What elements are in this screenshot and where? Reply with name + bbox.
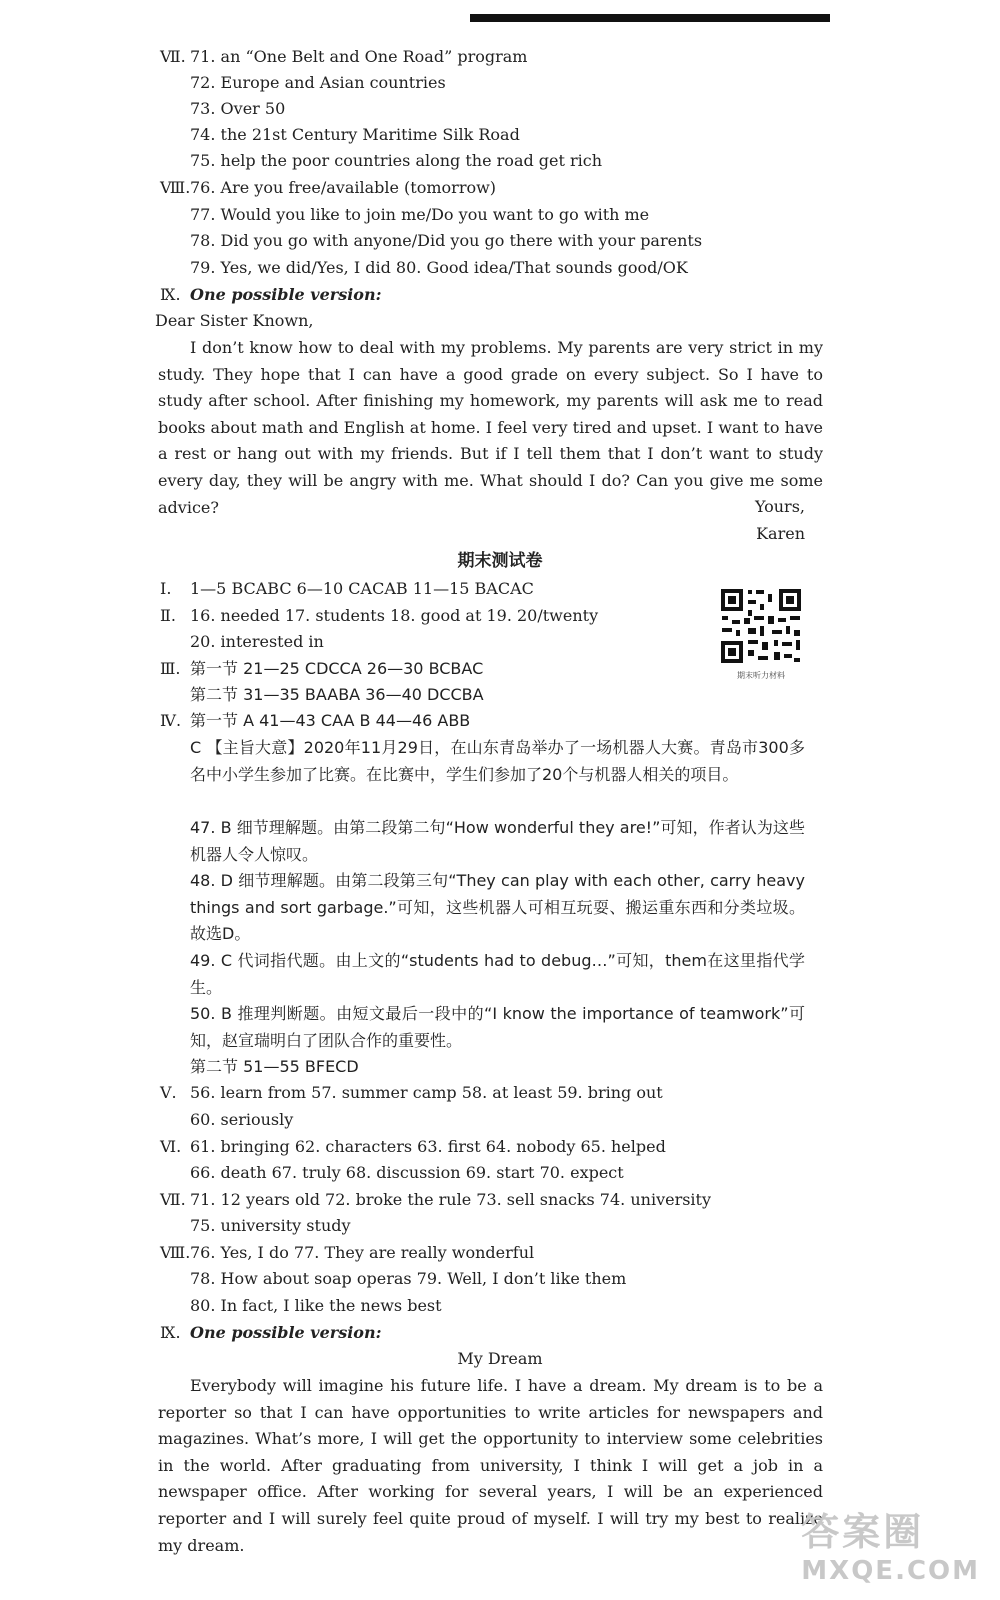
- exam-answers-51-55: 第二节 51—55 BFECD: [190, 1057, 359, 1076]
- answer-72: 72. Europe and Asian countries: [190, 73, 446, 92]
- exam-answers-78-79: 78. How about soap operas 79. Well, I don’t like them: [190, 1269, 627, 1288]
- watermark-bottom: MXQE.COM: [801, 1556, 980, 1586]
- answer-78: 78. Did you go with anyone/Did you go there with your parents: [190, 231, 703, 250]
- exam-answer-80: 80. In fact, I like the news best: [190, 1296, 442, 1315]
- watermark-top: 答案圈: [801, 1510, 925, 1554]
- exam-answers-66-70: 66. death 67. truly 68. discussion 69. start 70. expect: [190, 1163, 624, 1182]
- exam-answers-76-77: 76. Yes, I do 77. They are really wonderful: [190, 1243, 535, 1262]
- top-decorative-bar: [470, 14, 830, 22]
- exam-answers-16-19: 16. needed 17. students 18. good at 19. 20/twenty: [190, 606, 599, 625]
- watermark-logo: [801, 1501, 980, 1586]
- explanation-49: 49. C 代词指代题。由上文的“students had to debug…”可知，them在这里指代学生。: [190, 951, 805, 997]
- exam-title: 期末测试卷: [457, 551, 543, 571]
- letter-text: I don’t know how to deal with my problems. My parents are very strict in my study. They hope that I can have a good grade on every subject. So I have to study after school. After finishing my homework, my parents will ask me to read books about math and English at home. I feel very tired and upset. I want to have a rest or hang out with my friends. But if I tell them that I don’t want to study every day, they will be angry with me. What should I do? Can you give me some advice?: [158, 338, 823, 517]
- answer-74: 74. the 21st Century Maritime Silk Road: [190, 125, 520, 144]
- exam-roman-5: Ⅴ.: [160, 1083, 177, 1102]
- passage-c-summary: C 【主旨大意】2020年11月29日，在山东青岛举办了一场机器人大赛。青岛市300多名中小学生参加了比赛。在比赛中，学生们参加了20个与机器人相关的项目。: [190, 738, 805, 784]
- exam-answers-1-15: 1—5 BCABC 6—10 CACAB 11—15 BACAC: [190, 579, 534, 598]
- essay-title: My Dream: [457, 1349, 543, 1368]
- qr-code[interactable]: [718, 586, 804, 678]
- section-roman-7: Ⅶ.: [160, 47, 186, 66]
- exam-answers-41-46: 第一节 A 41—43 CAA B 44—46 ABB: [190, 711, 471, 730]
- possible-version-label: One possible version:: [190, 285, 382, 304]
- explanation-47: 47. B 细节理解题。由第二段第二句“How wonderful they are!”可知，作者认为这些机器人令人惊叹。: [190, 818, 805, 864]
- essay-body: [158, 1373, 823, 1559]
- exam-roman-3: Ⅲ.: [160, 659, 181, 678]
- letter-signature: Karen: [756, 524, 805, 543]
- exam-possible-version-label: One possible version:: [190, 1323, 382, 1342]
- explanation-50: 50. B 推理判断题。由短文最后一段中的“I know the importance of teamwork”可知，赵宣瑞明白了团队合作的重要性。: [190, 1004, 805, 1050]
- exam-roman-2: Ⅱ.: [160, 606, 176, 625]
- answer-79-80: 79. Yes, we did/Yes, I did 80. Good idea/That sounds good/OK: [190, 258, 688, 277]
- exam-roman-8: Ⅷ.: [160, 1243, 191, 1262]
- exam-roman-9: Ⅸ.: [160, 1323, 181, 1342]
- exam-answer-60: 60. seriously: [190, 1110, 294, 1129]
- exam-answers-56-59: 56. learn from 57. summer camp 58. at least 59. bring out: [190, 1083, 663, 1102]
- exam-roman-7: Ⅶ.: [160, 1190, 186, 1209]
- exam-answers-71-74: 71. 12 years old 72. broke the rule 73. sell snacks 74. university: [190, 1190, 712, 1209]
- exam-answer-20: 20. interested in: [190, 632, 324, 651]
- letter-closing: Yours,: [754, 497, 805, 516]
- exam-roman-6: Ⅵ.: [160, 1137, 182, 1156]
- section-roman-8: Ⅷ.: [160, 178, 191, 197]
- explanation-48: 48. D 细节理解题。由第二段第三句“They can play with each other, carry heavy things and sort garbage.”可知，这些机器人可相互玩耍、搬运重东西和分类垃圾。故选D。: [190, 871, 805, 944]
- essay-text: Everybody will imagine his future life. I have a dream. My dream is to be a reporter so that I can have opportunities to write articles for newspapers and magazines. What’s more, I will get the opportunity to interview some celebrities in the world. After graduating from university, I think I will get a job in a newspaper office. After working for several years, I will be an experienced reporter and I will surely feel quite proud of myself. I will try my best to realize my dream.: [158, 1376, 823, 1555]
- exam-answers-61-65: 61. bringing 62. characters 63. first 64. nobody 65. helped: [190, 1137, 666, 1156]
- letter-body: [158, 335, 823, 521]
- exam-answers-21-30: 第一节 21—25 CDCCA 26—30 BCBAC: [190, 659, 484, 678]
- exam-answer-75: 75. university study: [190, 1216, 351, 1235]
- answer-76: 76. Are you free/available (tomorrow): [190, 178, 497, 197]
- qr-caption: 期末听力材料: [737, 671, 785, 680]
- exam-answers-31-40: 第二节 31—35 BAABA 36—40 DCCBA: [190, 685, 484, 704]
- answer-75: 75. help the poor countries along the road get rich: [190, 151, 603, 170]
- answer-71: 71. an “One Belt and One Road” program: [190, 47, 528, 66]
- section-roman-9: Ⅸ.: [160, 285, 181, 304]
- answer-77: 77. Would you like to join me/Do you want to go with me: [190, 205, 650, 224]
- exam-roman-1: Ⅰ.: [160, 579, 172, 598]
- qr-code-icon: [718, 586, 804, 666]
- answer-73: 73. Over 50: [190, 99, 286, 118]
- letter-greeting: Dear Sister Known,: [155, 311, 314, 330]
- exam-roman-4: Ⅳ.: [160, 711, 182, 730]
